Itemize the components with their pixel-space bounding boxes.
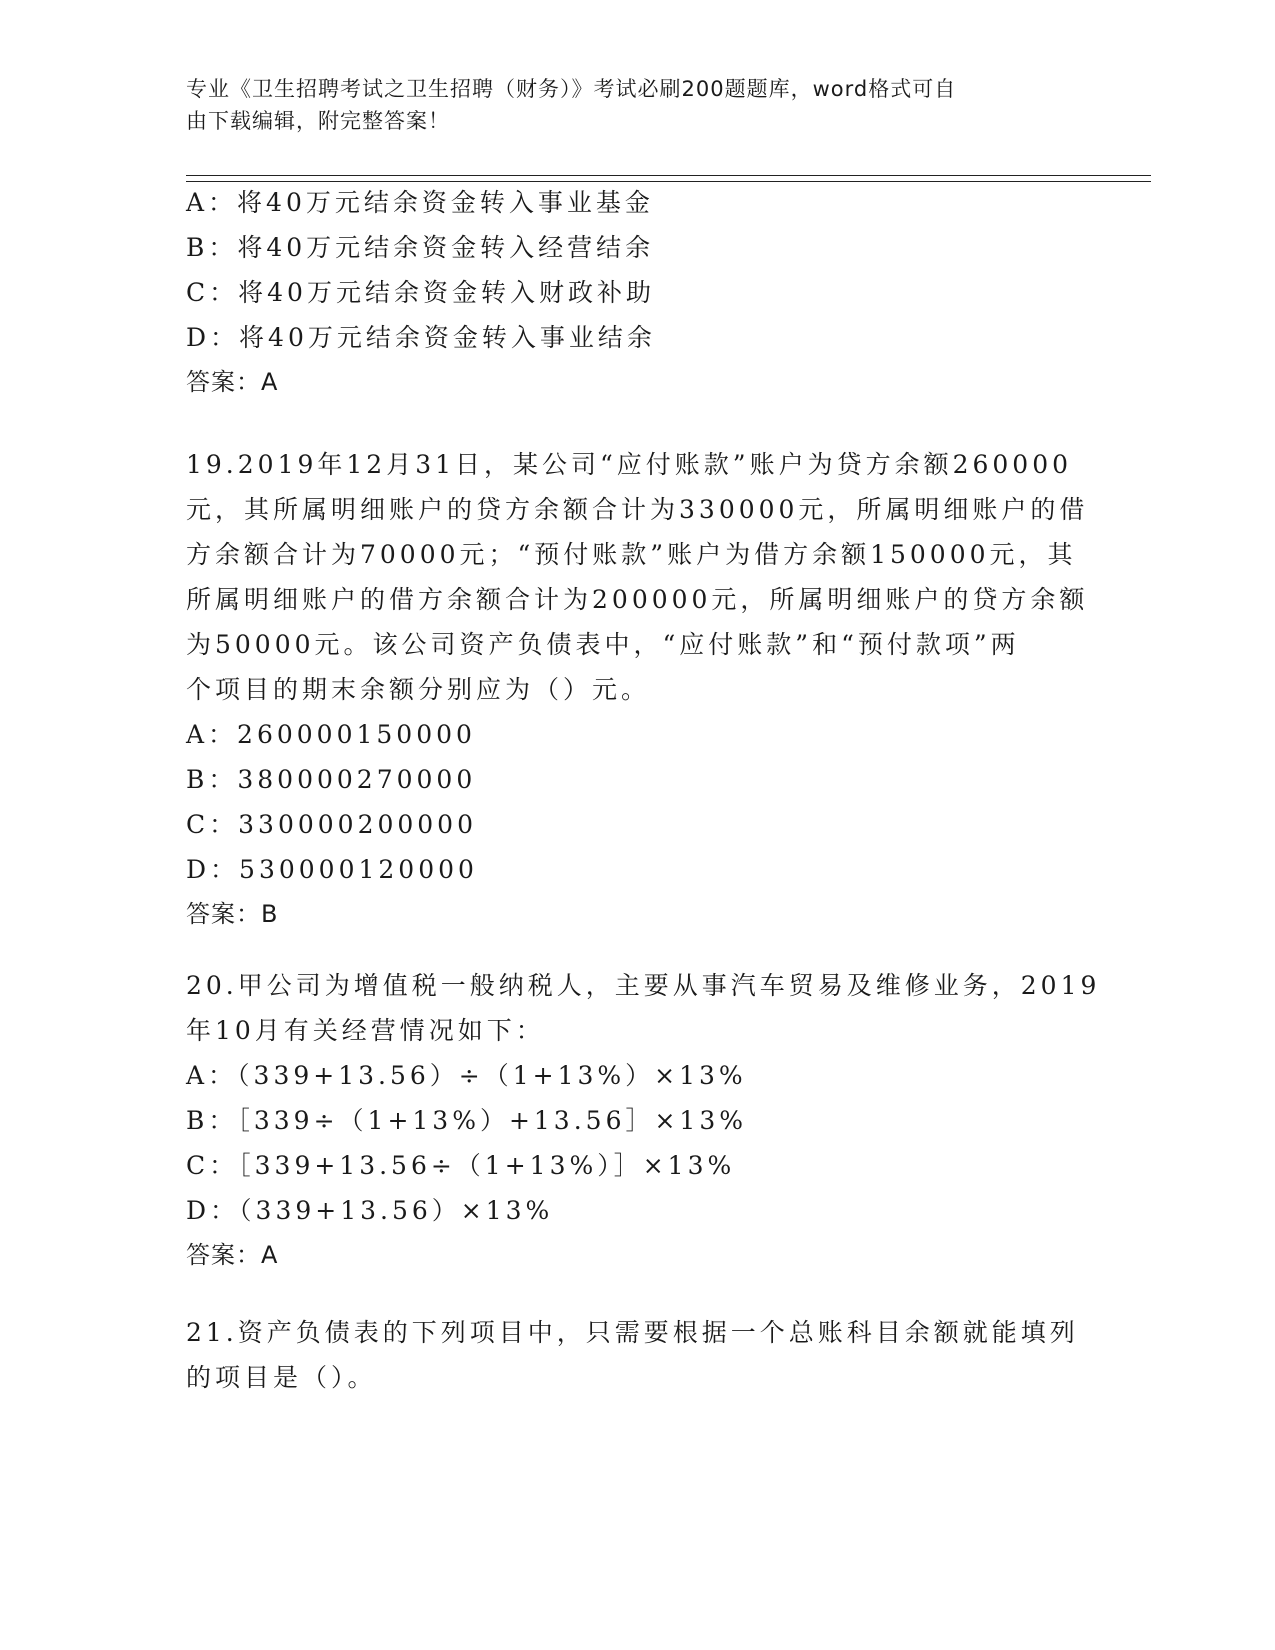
option-b: B：［339÷（1+13%）+13.56］×13% [186, 1106, 747, 1135]
answer-line: 答案：B [186, 900, 279, 928]
header-divider-top [186, 175, 1151, 176]
question-block-21 [186, 1310, 1086, 1400]
option-c: C：330000200000 [186, 810, 477, 839]
question-text-line: 年10月有关经营情况如下： [186, 1016, 545, 1045]
answer-line: 答案：A [186, 1241, 279, 1269]
question-text-line: 为50000元。该公司资产负债表中，“应付账款”和“预付款项”两 [186, 630, 1020, 659]
question-block-18 [186, 180, 1086, 405]
answer-line: 答案：A [186, 368, 279, 396]
question-text-line: 所属明细账户的借方余额合计为200000元，所属明细账户的贷方余额 [186, 585, 1089, 614]
option-d: D：530000120000 [186, 855, 478, 884]
option-b: B：380000270000 [186, 765, 477, 794]
question-block-19 [186, 442, 1089, 937]
header-line-1: 专业《卫生招聘考试之卫生招聘（财务）》考试必刷200题题库，word格式可自 [186, 77, 957, 101]
question-block-20 [186, 963, 1101, 1278]
option-c: C：［339+13.56÷（1+13%）］×13% [186, 1151, 736, 1180]
option-d: D：（339+13.56）×13% [186, 1196, 554, 1225]
option-a: A：（339+13.56）÷（1+13%）×13% [186, 1061, 747, 1090]
question-text-line: 19.2019年12月31日，某公司“应付账款”账户为贷方余额260000 [186, 450, 1073, 479]
option-b: B：将40万元结余资金转入经营结余 [186, 233, 655, 262]
option-d: D：将40万元结余资金转入事业结余 [186, 323, 656, 352]
question-text-line: 的项目是（）。 [186, 1363, 377, 1392]
option-a: A：将40万元结余资金转入事业基金 [186, 188, 654, 217]
document-header [186, 73, 1086, 137]
question-text-line: 21.资产负债表的下列项目中，只需要根据一个总账科目余额就能填列 [186, 1318, 1079, 1347]
option-a: A：260000150000 [186, 720, 476, 749]
question-text-line: 20.甲公司为增值税一般纳税人，主要从事汽车贸易及维修业务，2019 [186, 971, 1101, 1000]
option-c: C：将40万元结余资金转入财政补助 [186, 278, 655, 307]
question-text-line: 元，其所属明细账户的贷方余额合计为330000元，所属明细账户的借 [186, 495, 1089, 524]
question-text-line: 个项目的期末余额分别应为（）元。 [186, 675, 651, 704]
header-line-2: 由下载编辑，附完整答案！ [186, 109, 450, 133]
question-text-line: 方余额合计为70000元；“预付账款”账户为借方余额150000元，其 [186, 540, 1077, 569]
